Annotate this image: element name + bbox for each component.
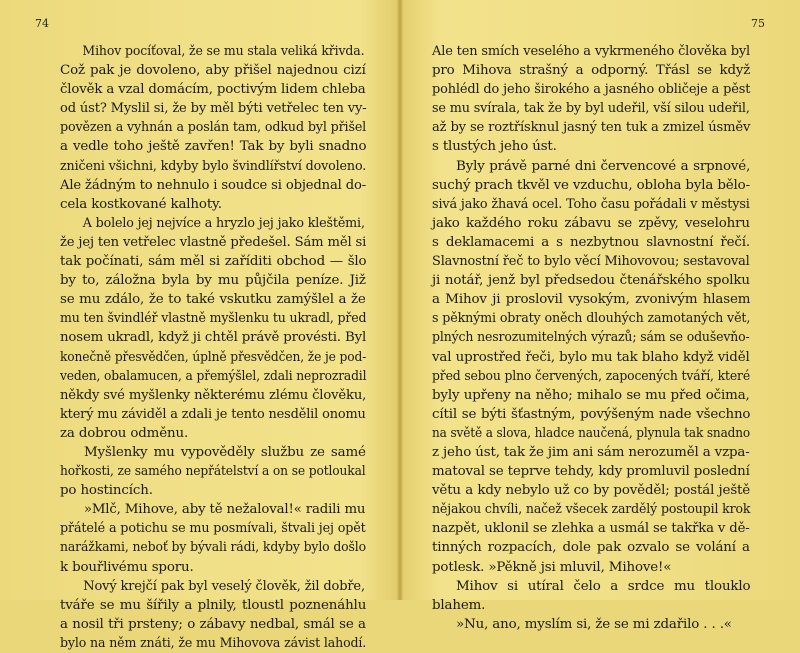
text-line: Nový krejčí pak byl veselý člověk, žil dobře, [83,578,365,594]
text-line: tinných rozpacích, dole pak ozvalo se volání a [432,540,750,556]
text-line: bylo na něm znáti, že mu Mihovova závist lahodí. [60,635,367,651]
text-line: Byly právě parné dni červencové a srpnové, [456,158,751,174]
text-line: a Mihov ji proslovil vysokým, zvonivým hlasem [432,292,751,308]
text-line: před sebou plno červených, zapocených tváří, které [432,368,751,384]
text-line: za dobrou odměnu. [60,425,189,441]
text-line: povězen a vyhnán a poslán tam, odkud byl přišel [60,120,367,136]
text-line: cela kostkované kalhoty. [60,196,222,212]
text-line: s pěknými obraty oněch dlouhých zamotaných vět, [432,311,751,327]
text-line: jako každého roku zábavu se zpěvy, veselohru [432,215,750,231]
text-line: Což pak je dovoleno, aby přišel najednou cizí [60,63,366,79]
text-line: se mu zdálo, že to také vskutku zamýšlel a že [60,292,366,308]
text-line: a nosil tři prsteny; o zábavy nedbal, smál se a [60,616,366,632]
text-line: větu a kdy nebylo už co by pověděl; postál ještě [432,483,751,499]
text-line: s deklamacemi a s nezbytnou slavnostní řečí. [432,234,750,250]
left-page [0,0,398,651]
text-line: nazpět, uklonil se zlehka a usmál se takřka v dě- [432,521,750,537]
text-line: na světě a slova, hladce naučená, plynula tak snadno [432,425,751,441]
text-line: tváře se mu šířily a plnily, tloustl poznenáhlu [60,597,367,613]
left-page-text [60,42,366,653]
text-line: přátelé a potichu se mu posmívali, štvali jej opět [60,521,366,537]
left-page-number: 74 [35,17,49,30]
text-line: od úst? Myslil si, že by měl býti vetřelec ten vy- [60,101,367,117]
text-line: byly upřeny na něho; mihalo se mu před očima, [432,387,750,403]
text-line: s tlustých jeho úst. [432,139,557,155]
right-page [402,0,800,632]
text-line: pro Mihova strašný a odporný. Třásl se když [432,63,751,79]
text-line: nosem ukradl, když ji chtěl právě provésti. Byl [60,330,367,346]
text-line: plných nesrozumitelných výrazů; sám se oduševňo- [432,330,750,346]
text-line: cítil se býti šťastným, povýšeným nade všechno [432,406,751,422]
text-line: po hostincích. [60,483,153,499]
text-line: tak počínati, sám měl si zaříditi obchod — šlo [60,254,367,270]
text-line: Mihov pocíťoval, že se mu stala veliká křivda. [82,44,365,59]
text-line: se mu svírala, tak že by byl udeřil, vší silou udeřil, [432,101,750,117]
right-page-number: 75 [751,17,765,30]
text-line: člověk a vzal domácím, poctivým lidem chleba [60,82,366,98]
text-line: Ale ten smích veselého a vykrmeného člověka byl [432,44,751,59]
text-line: Myšlenky mu vypověděly službu ze samé [84,444,366,460]
text-line: by to, záložna byla by mu půjčila peníze. Již [60,273,366,289]
text-line: veden, obalamucen, a přemýšlel, zdali neprozradil [60,368,367,384]
text-line: konečně přesvědčen, úplně přesvědčen, že je pod- [60,349,367,365]
text-line: hořkosti, ze samého nepřátelství a on se potloukal [60,464,366,480]
text-line: že jej ten vetřelec vlastně předešel. Sám měl si [60,234,367,250]
text-line: blahem. [432,597,486,613]
text-line: val uprostřed řeči, bylo mu tak blaho když viděl [432,349,750,365]
text-line: Ale žádným to nehnulo i soudce si objednal do- [60,177,367,193]
text-line: »Mlč, Mihove, aby tě nežaloval!« radili mu [83,502,366,518]
text-line: ji notář, jenž byl předsedou čtenářského spolku [432,273,750,289]
text-line: mu ten švindléř vlastně myšlenku tu ukradl, před [60,311,367,327]
text-line: suchý prach tkvěl ve vzduchu, obloha byla bělo- [432,177,750,193]
text-line: někdy své myšlenky některému zlému člověku, [60,387,367,403]
right-page-text [432,42,750,634]
text-line: zničeni všichni, kdyby bylo švindlířství dovoleno. [60,158,367,174]
text-line: sivá jako žhavá ocel. Toho času pořádali v městysi [432,196,750,212]
text-line: z jeho úst, tak že jim ani sám nerozuměl a vzpa- [432,444,750,460]
text-line: pohlédl do jeho širokého a jasného obličeje a pěst [432,82,751,98]
text-line: až by se roztřísknul jasný ten tuk a zmizel úsměv [432,120,751,136]
text-line: a vedle toho ještě zavřen! Tak by byli snadno [60,139,367,155]
text-line: »Nu, ano, myslím si, že se mi zdařilo . . .« [456,616,732,632]
text-line: potlesk. »Pěkně jsi mluvil, Mihove!« [432,559,672,575]
text-line: A bolelo jej nejvíce a hryzlo jej jako kleštěmi, [82,215,365,231]
text-line: který mu záviděl a zdali je tento nesdělil onomu [60,406,366,422]
text-line: Mihov si utíral čelo a srdce mu tlouklo [456,578,751,594]
text-line: nějakou chvíli, načež všecek zardělý postoupil krok [432,502,751,518]
text-line: Slavnostní řeč to bylo věcí Mihovovou; sestavoval [432,254,750,270]
text-line: narážkami, neboť by bývali rádi, kdyby bylo došlo [60,540,367,556]
text-line: matoval se teprve tehdy, kdy promluvil poslední [432,464,750,480]
text-line: k bouřlivému sporu. [60,559,194,575]
